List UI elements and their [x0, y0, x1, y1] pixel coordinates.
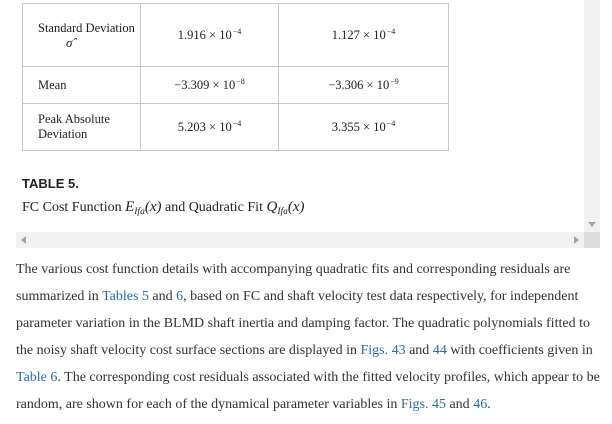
math-argument: (x) — [144, 199, 162, 215]
value-text: −3.309 × 10 — [174, 78, 236, 92]
fig-44-link[interactable]: 44 — [432, 343, 447, 358]
paragraph-text: and — [405, 343, 433, 358]
table-6-link[interactable]: Table 6 — [16, 370, 58, 385]
paragraph-text: The various cost function details with accompanying quadratic fits and corresponding residuals are summarized in — [16, 262, 571, 304]
value-cell — [141, 67, 279, 104]
paragraph-text: . — [487, 397, 491, 412]
exponent: −9 — [390, 77, 399, 86]
value-cell — [279, 4, 449, 67]
horizontal-scrollbar[interactable] — [16, 232, 584, 248]
scroll-down-arrow-icon[interactable] — [588, 222, 596, 227]
exponent: −4 — [232, 27, 242, 36]
caption-math-q — [266, 199, 304, 215]
exponent: −4 — [386, 119, 396, 128]
value-text: 5.203 × 10 — [177, 120, 232, 134]
paragraph-text: . The corresponding cost residuals associated with the fitted velocity profiles, which appear to be random, are shown for each of the dynamical parameter variables in — [16, 370, 600, 412]
scrollbar-corner — [584, 232, 600, 248]
value-cell — [141, 4, 279, 67]
row-label: Mean — [38, 77, 67, 92]
table-row — [23, 67, 449, 104]
value-text: −3.306 × 10 — [328, 78, 390, 92]
math-subscript: Ifa — [277, 207, 288, 217]
table-caption-title: TABLE 5. — [22, 176, 79, 191]
paragraph-text: and — [445, 397, 474, 412]
row-label: Standard Deviation — [38, 20, 135, 35]
caption-text: FC Cost Function — [22, 200, 126, 215]
fig-46-link[interactable]: 46 — [473, 397, 488, 412]
caption-math-e — [125, 199, 161, 215]
table-caption — [22, 199, 305, 217]
math-subscript: Ifa — [134, 207, 145, 217]
table-6-ref-link[interactable]: 6 — [176, 289, 184, 304]
data-table — [22, 3, 449, 151]
value-text: 1.916 × 10 — [177, 28, 232, 42]
tables-5-link[interactable]: Tables 5 — [102, 289, 149, 304]
value-cell — [141, 104, 279, 151]
scroll-left-arrow-icon[interactable] — [21, 236, 26, 244]
math-symbol: Q — [266, 199, 278, 215]
paragraph-text: and — [148, 289, 177, 304]
caption-text: and Quadratic Fit — [161, 200, 267, 215]
sigma-hat-symbol: σ̂ — [66, 34, 73, 50]
scroll-right-arrow-icon[interactable] — [574, 236, 579, 244]
math-argument: (x) — [287, 199, 305, 215]
value-text: 3.355 × 10 — [331, 120, 386, 134]
exponent: −4 — [232, 119, 242, 128]
paragraph-text: with coefficients given in — [446, 343, 593, 358]
figs-43-link[interactable]: Figs. 43 — [360, 343, 406, 358]
row-label-cell — [23, 67, 141, 104]
figs-45-link[interactable]: Figs. 45 — [400, 397, 446, 412]
paragraph-text: , based on FC and shaft velocity test data respectively, for independent parameter variation in the BLMD shaft inertia and damping factor. The quadratic polynomials fitted to the noisy shaft velocity cost surface sections are displayed in — [16, 289, 590, 358]
value-cell — [279, 104, 449, 151]
vertical-scrollbar[interactable] — [584, 0, 600, 232]
table-content — [16, 0, 584, 232]
table-scroll-container[interactable] — [16, 0, 600, 248]
table-row — [23, 4, 449, 67]
exponent: −4 — [386, 27, 396, 36]
value-text: 1.127 × 10 — [331, 28, 386, 42]
table-row — [23, 104, 449, 151]
value-cell — [279, 67, 449, 104]
body-paragraph — [16, 256, 606, 418]
math-symbol: E — [125, 199, 135, 215]
row-label-cell — [23, 4, 141, 67]
row-label: Peak Absolute Deviation — [38, 112, 110, 141]
exponent: −8 — [236, 77, 245, 86]
row-label-cell — [23, 104, 141, 151]
